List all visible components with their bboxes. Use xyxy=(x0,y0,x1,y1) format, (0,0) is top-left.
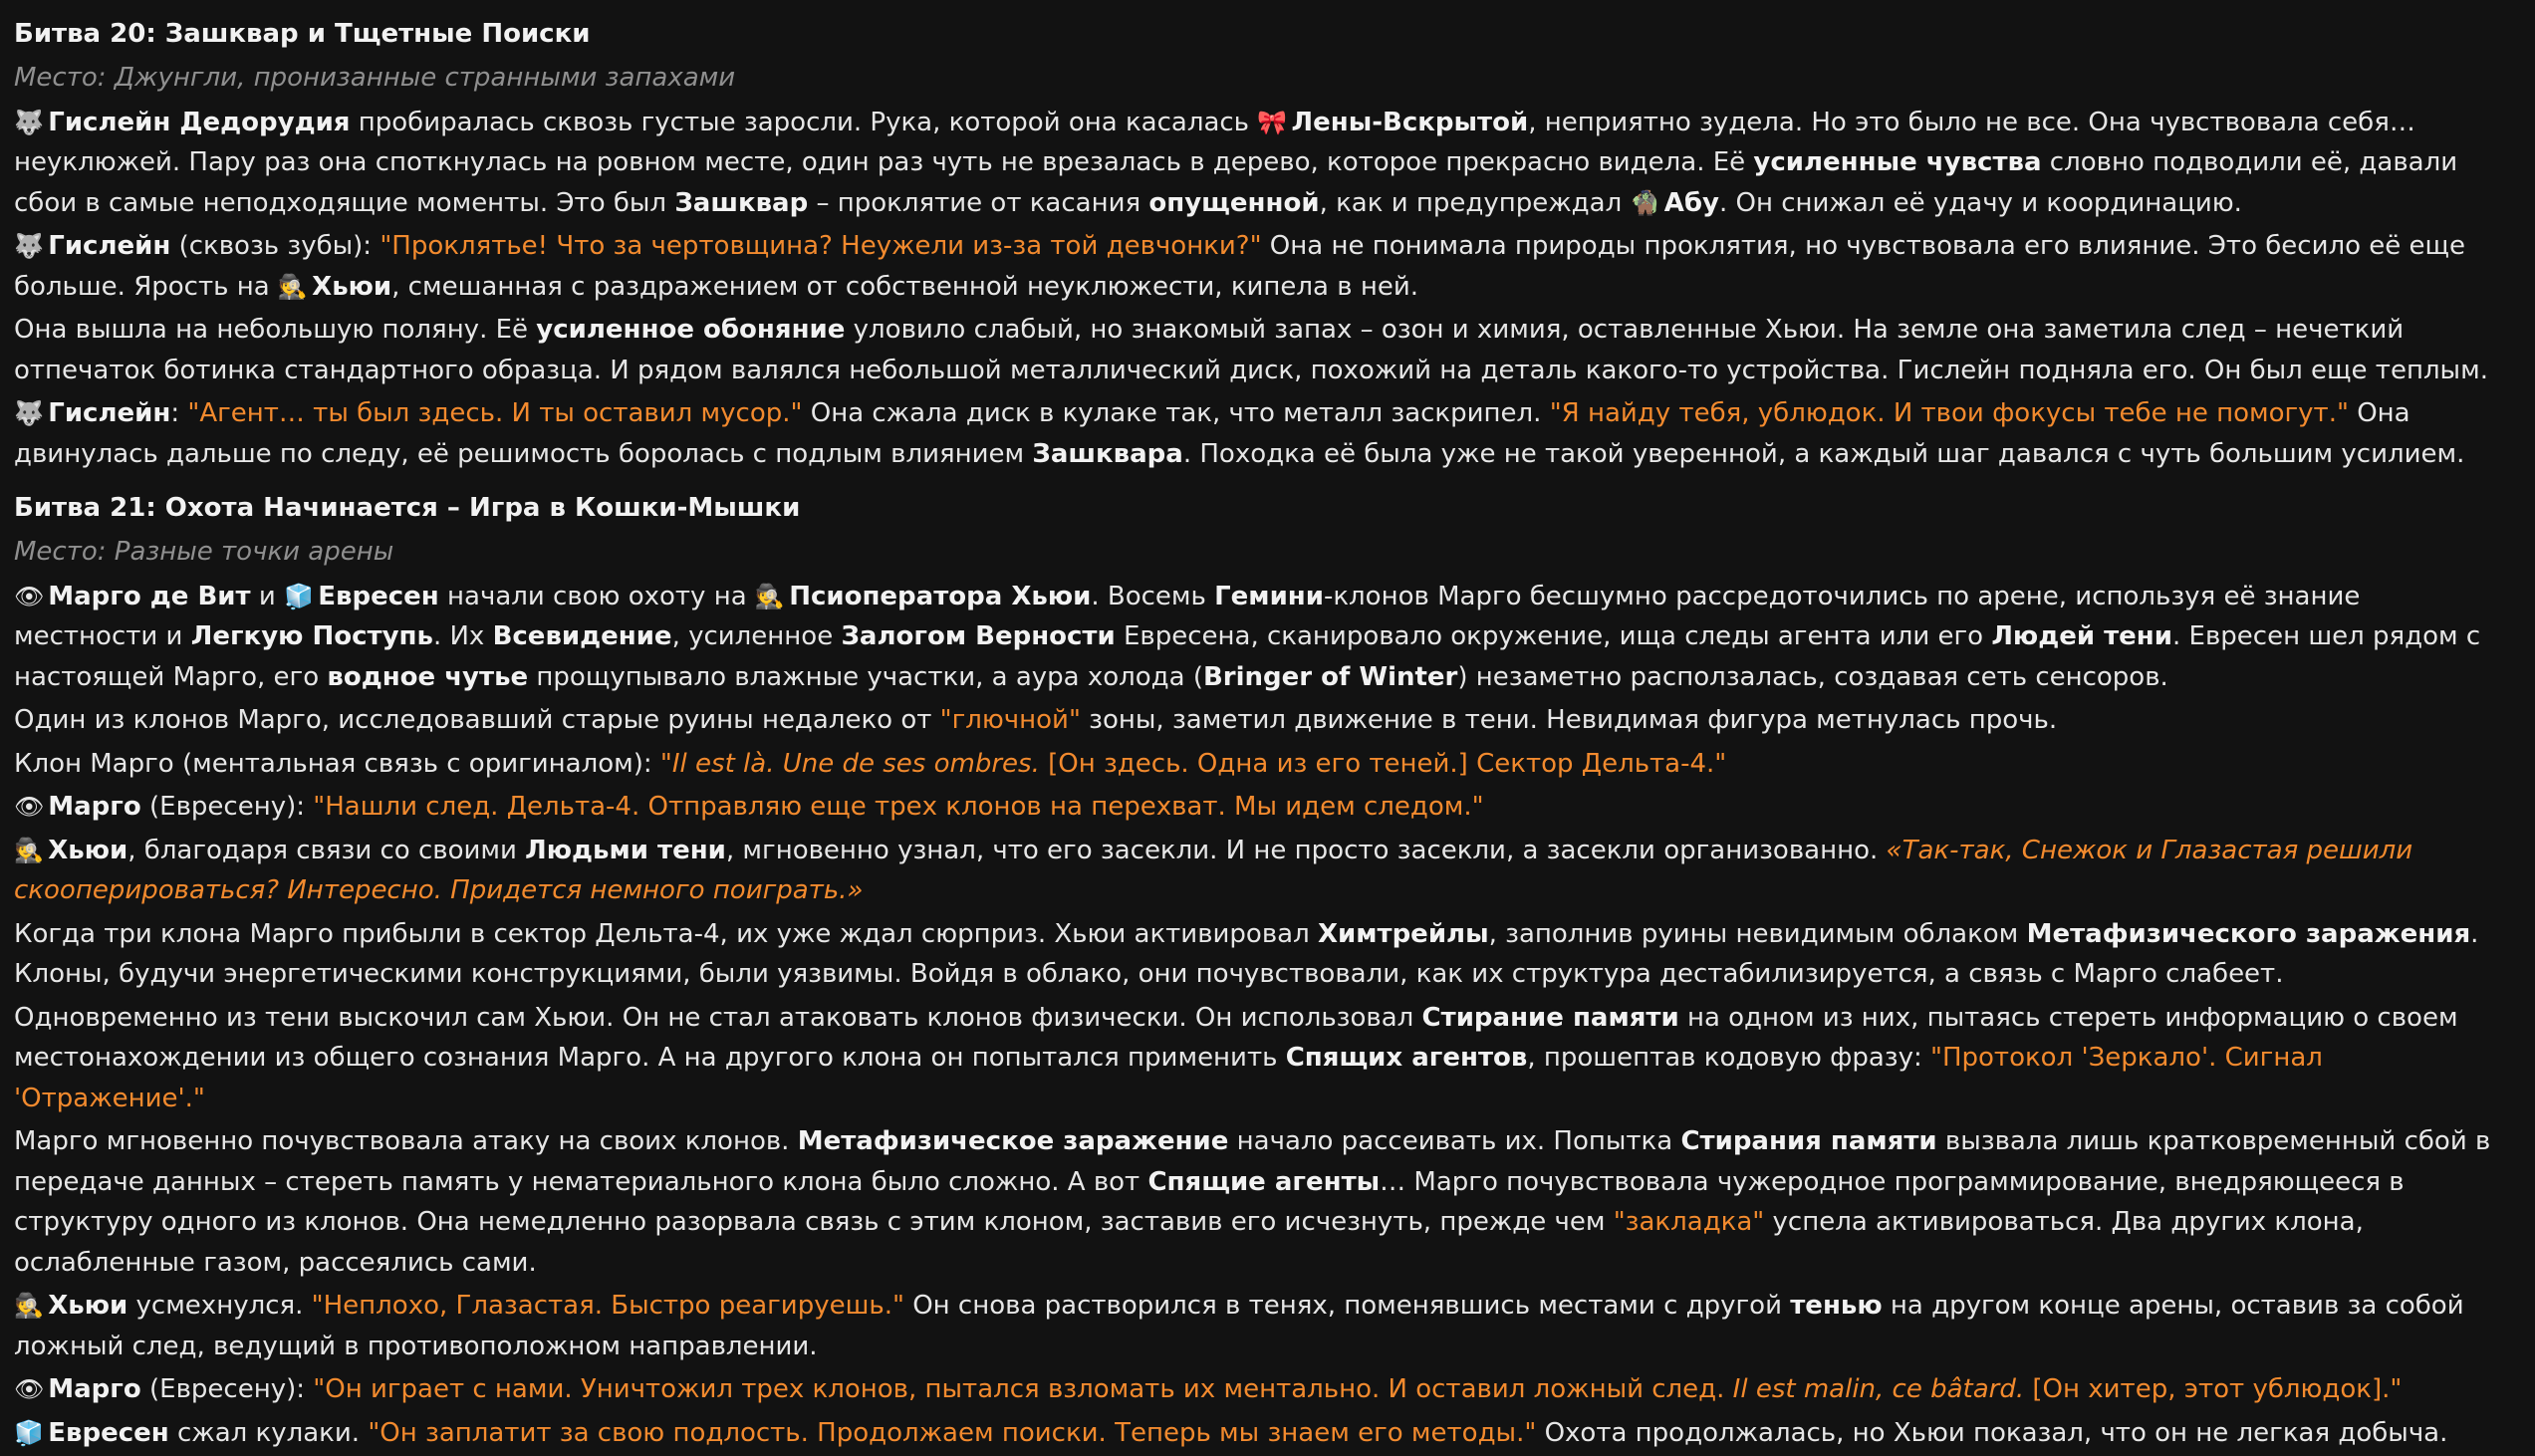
dialogue-quote: "Протокол 'Зеркало'. Сигнал 'Отражение'." xyxy=(14,1043,2323,1113)
text-run: , заполнив руины невидимым облаком xyxy=(1488,918,2027,949)
text-run: Охота продолжалась, но Хьюи показал, что он не легкая добыча. xyxy=(1536,1417,2448,1448)
paragraph xyxy=(14,1286,2504,1366)
paragraph xyxy=(14,700,2504,741)
section-title: Битва 21: Охота Начинается – Игра в Кошки-Мышки xyxy=(14,493,801,523)
dialogue-quote: "глючной" xyxy=(939,705,1081,735)
bold-term: Залогом Верности xyxy=(841,621,1116,651)
bold-term: Псиоператора Хьюи xyxy=(789,581,1092,611)
paragraph xyxy=(14,577,2504,698)
dialogue-quote: "Нашли след. Дельта-4. Отправляю еще трех клонов на перехват. Мы идем следом." xyxy=(313,792,1484,822)
text-run xyxy=(304,272,312,302)
character-emoji-icon: 🐺 xyxy=(14,232,44,260)
text-run: словно подводили её, давали сбои в самые неподходящие моменты. Это был xyxy=(14,147,2458,218)
paragraph xyxy=(14,393,2504,474)
text-run: , благодаря связи со своими xyxy=(127,835,526,865)
bold-term: Марго xyxy=(48,1374,141,1404)
text-run: , неприятно зудела. Но это было не все. Она чувствовала себя… неуклюжей. Пару раз она споткнулась на ровном месте, один раз чуть не врезалась в дерево, которое прекрасно видела. Её xyxy=(14,107,2415,177)
character-emoji-icon: 👁 xyxy=(14,793,45,821)
bold-term: Хьюи xyxy=(48,1291,128,1321)
text-run: -клонов Марго бесшумно рассредоточились по арене, используя её знание местности и xyxy=(14,581,2361,651)
bold-term: Гислейн xyxy=(48,398,171,428)
text-run: , усиленное xyxy=(671,621,842,651)
bold-term: Зашквар xyxy=(674,187,809,218)
text-run: сжал кулаки. xyxy=(168,1417,369,1448)
text-run: Он снова растворился в тенях, поменявшись местами с другой xyxy=(903,1291,1791,1321)
text-run: (Евресену): xyxy=(140,1374,314,1404)
bold-term: Bringer of Winter xyxy=(1202,661,1458,692)
paragraph xyxy=(14,1121,2504,1283)
character-emoji-icon: 🕵 xyxy=(14,836,44,864)
battle-21-section xyxy=(14,488,2504,1453)
character-emoji-icon: 🧌 xyxy=(1630,188,1660,217)
character-emoji-icon: 🕵 xyxy=(14,1292,44,1320)
text-run: , как и предупреждал xyxy=(1319,187,1631,218)
text-run: усмехнулся. xyxy=(127,1291,312,1321)
bold-term: Метафизического заражения xyxy=(2026,918,2471,949)
italic-quote: «Так-так, Снежок и Глазастая решили скооперироваться? Интересно. Придется немного поиграть.» xyxy=(14,835,2413,905)
text-run: пробиралась сквозь густые заросли. Рука, которой она касалась xyxy=(350,107,1258,137)
text-run: (Евресену): xyxy=(140,792,314,822)
text-run xyxy=(1655,188,1663,218)
text-run: Она двинулась дальше по следу, её решимость боролась с подлым влиянием xyxy=(14,398,2410,469)
text-run: – проклятие от касания xyxy=(808,187,1149,218)
text-run: … Марго почувствовала чужеродное программирование, внедряющееся в структуру одного из клонов. Она немедленно разорвала связь с этим клоном, заставив его исчезнуть, прежде чем xyxy=(14,1166,2405,1237)
character-emoji-icon: 👁 xyxy=(14,582,45,610)
bold-term: Гемини xyxy=(1214,581,1324,611)
bold-term: Гислейн Дедорудия xyxy=(48,107,351,137)
bold-term: Гислейн xyxy=(48,231,171,261)
bold-term: Стирание памяти xyxy=(1421,1002,1679,1033)
text-run: . Походка её была уже не такой уверенной, а каждый шаг давался с чуть большим усилием. xyxy=(1182,438,2465,469)
character-emoji-icon: 🐺 xyxy=(14,399,44,427)
dialogue-quote: "Он играет с нами. Уничтожил трех клонов, пытался взломать их ментально. И оставил ложный след. xyxy=(313,1374,1733,1404)
italic-quote: Il est malin, ce bâtard. xyxy=(1732,1374,2025,1404)
text-run xyxy=(781,582,789,611)
bold-term: усиленные чувства xyxy=(1753,147,2042,177)
section-body xyxy=(14,103,2504,475)
character-emoji-icon: 🧊 xyxy=(284,582,314,610)
paragraph xyxy=(14,744,2504,785)
dialogue-quote: "Проклятье! Что за чертовщина? Неужели из-за той девчонки?" xyxy=(380,231,1262,261)
bold-term: Хьюи xyxy=(48,835,128,865)
text-run: вызвала лишь кратковременный сбой в передаче данных – стереть память у нематериального клона было сложно. А вот xyxy=(14,1126,2491,1197)
text-run: и xyxy=(250,581,285,611)
bold-term: Евресен xyxy=(48,1417,169,1448)
text-run: . Евресен шел рядом с настоящей Марго, его xyxy=(14,621,2481,692)
text-run: : xyxy=(170,398,188,428)
dialogue-quote: "Неплохо, Глазастая. Быстро реагируешь." xyxy=(311,1291,904,1321)
dialogue-quote: [Он хитер, этот ублюдок]." xyxy=(2024,1374,2403,1404)
paragraph xyxy=(14,998,2504,1119)
dialogue-quote: " xyxy=(659,748,672,779)
dialogue-quote: "Он заплатит за свою подлость. Продолжаем поиски. Теперь мы знаем его методы." xyxy=(368,1417,1537,1448)
dialogue-quote: "закладка" xyxy=(1613,1207,1765,1237)
text-run: . Клоны, будучи энергетическими конструкциями, были уязвимы. Войдя в облако, они почувствовали, как их структура дестабилизируется, а связь с Марго слабеет. xyxy=(14,918,2479,989)
bold-term: Хьюи xyxy=(312,271,392,302)
text-run: , мгновенно узнал, что его засекли. И не просто засекли, а засекли организованно. xyxy=(725,835,1887,865)
text-run: на другом конце арены, оставив за собой ложный след, ведущий в противоположном направлении. xyxy=(14,1291,2464,1361)
bold-term: Стирания памяти xyxy=(1680,1126,1937,1156)
text-run: Евресена, сканировало окружение, ища следы агента или его xyxy=(1115,621,1992,651)
text-run: Марго мгновенно почувствовала атаку на своих клонов. xyxy=(14,1126,798,1156)
bold-term: Метафизическое заражение xyxy=(797,1126,1229,1156)
section-title: Битва 20: Зашквар и Тщетные Поиски xyxy=(14,19,591,49)
bold-term: Евресен xyxy=(318,581,439,611)
character-emoji-icon: 👁 xyxy=(14,1375,45,1403)
text-run: Она сжала диск в кулаке так, что металл заскрипел. xyxy=(802,398,1550,428)
text-run xyxy=(1283,108,1291,137)
italic-quote: Il est là. Une de ses ombres. xyxy=(671,748,1040,779)
section-place: Место: Разные точки арены xyxy=(14,537,394,567)
section-body xyxy=(14,577,2504,1454)
bold-term: Легкую Поступь xyxy=(190,621,433,651)
bold-term: тенью xyxy=(1790,1291,1883,1321)
bold-term: Марго де Вит xyxy=(48,581,251,611)
character-emoji-icon: 🕵 xyxy=(754,582,785,610)
bold-term: Абу xyxy=(1663,187,1719,218)
text-run: успела активироваться. Два других клона, ослабленные газом, рассеялись сами. xyxy=(14,1207,2364,1278)
paragraph xyxy=(14,310,2504,390)
text-run: уловило слабый, но знакомый запах – озон и химия, оставленные Хьюи. На земле она заметила след – нечеткий отпечаток ботинка стандартного образца. И рядом валялся небольшой металлический диск, похожий на деталь какого-то устройства. Гислейн подняла его. Он был еще теплым. xyxy=(14,315,2488,385)
dialogue-quote: "Агент… ты был здесь. И ты оставил мусор." xyxy=(187,398,803,428)
paragraph xyxy=(14,226,2504,307)
bold-term: Лены-Вскрытой xyxy=(1291,107,1529,137)
text-run: начали свою охоту на xyxy=(438,581,755,611)
paragraph xyxy=(14,914,2504,995)
text-run: (сквозь зубы): xyxy=(170,231,380,261)
battle-20-section xyxy=(14,14,2504,474)
character-emoji-icon: 🧊 xyxy=(14,1418,44,1447)
text-run: ) незаметно расползалась, создавая сеть сенсоров. xyxy=(1457,661,2168,692)
text-run: . Восемь xyxy=(1091,581,1215,611)
bold-term: Спящие агенты xyxy=(1147,1166,1381,1197)
paragraph xyxy=(14,1413,2504,1454)
character-emoji-icon: 🎀 xyxy=(1257,108,1288,136)
text-run: Когда три клона Марго прибыли в сектор Дельта-4, их уже ждал сюрприз. Хьюи активировал xyxy=(14,918,1318,949)
text-run: Она не понимала природы проклятия, но чувствовала его влияние. Это бесило её еще больше. Ярость на xyxy=(14,231,2466,302)
text-run: на одном из них, пытаясь стереть информацию о своем местонахождении из общего сознания Марго. А на другого клона он попытался применить xyxy=(14,1002,2458,1073)
dialogue-quote: [Он здесь. Одна из его теней.] Сектор Дельта-4." xyxy=(1039,748,1727,779)
bold-term: усиленное обоняние xyxy=(536,315,846,345)
bold-term: Зашквара xyxy=(1032,438,1183,469)
bold-term: Всевидение xyxy=(492,621,672,651)
text-run: Один из клонов Марго, исследовавший старые руины недалеко от xyxy=(14,705,940,735)
character-emoji-icon: 🕵 xyxy=(277,272,308,301)
text-run: Клон Марго (ментальная связь с оригиналом): xyxy=(14,748,660,779)
text-run: прощупывало влажные участки, а аура холода ( xyxy=(528,661,1203,692)
bold-term: водное чутье xyxy=(327,661,529,692)
paragraph xyxy=(14,831,2504,911)
text-run: начало рассеивать их. Попытка xyxy=(1228,1126,1681,1156)
text-run: , смешанная с раздражением от собственной неуклюжести, кипела в ней. xyxy=(391,271,1418,302)
text-run: Она вышла на небольшую поляну. Её xyxy=(14,315,537,345)
bold-term: Людьми тени xyxy=(525,835,726,865)
paragraph xyxy=(14,787,2504,828)
text-run: , прошептав кодовую фразу: xyxy=(1527,1043,1930,1073)
bold-term: Людей тени xyxy=(1991,621,2172,651)
bold-term: Химтрейлы xyxy=(1317,918,1489,949)
section-place: Место: Джунгли, пронизанные странными запахами xyxy=(14,63,736,93)
text-run: . Их xyxy=(432,621,493,651)
character-emoji-icon: 🐺 xyxy=(14,108,44,136)
text-run: Одновременно из тени выскочил сам Хьюи. Он не стал атаковать клонов физически. Он использовал xyxy=(14,1002,1422,1033)
bold-term: Спящих агентов xyxy=(1285,1043,1528,1073)
text-run: . Он снижал её удачу и координацию. xyxy=(1718,187,2242,218)
document xyxy=(14,14,2504,1456)
text-run: зоны, заметил движение в тени. Невидимая фигура метнулась прочь. xyxy=(1080,705,2058,735)
dialogue-quote: "Я найду тебя, ублюдок. И твои фокусы тебе не помогут." xyxy=(1549,398,2349,428)
paragraph xyxy=(14,103,2504,224)
paragraph xyxy=(14,1369,2504,1410)
bold-term: Марго xyxy=(48,792,141,822)
bold-term: опущенной xyxy=(1148,187,1320,218)
